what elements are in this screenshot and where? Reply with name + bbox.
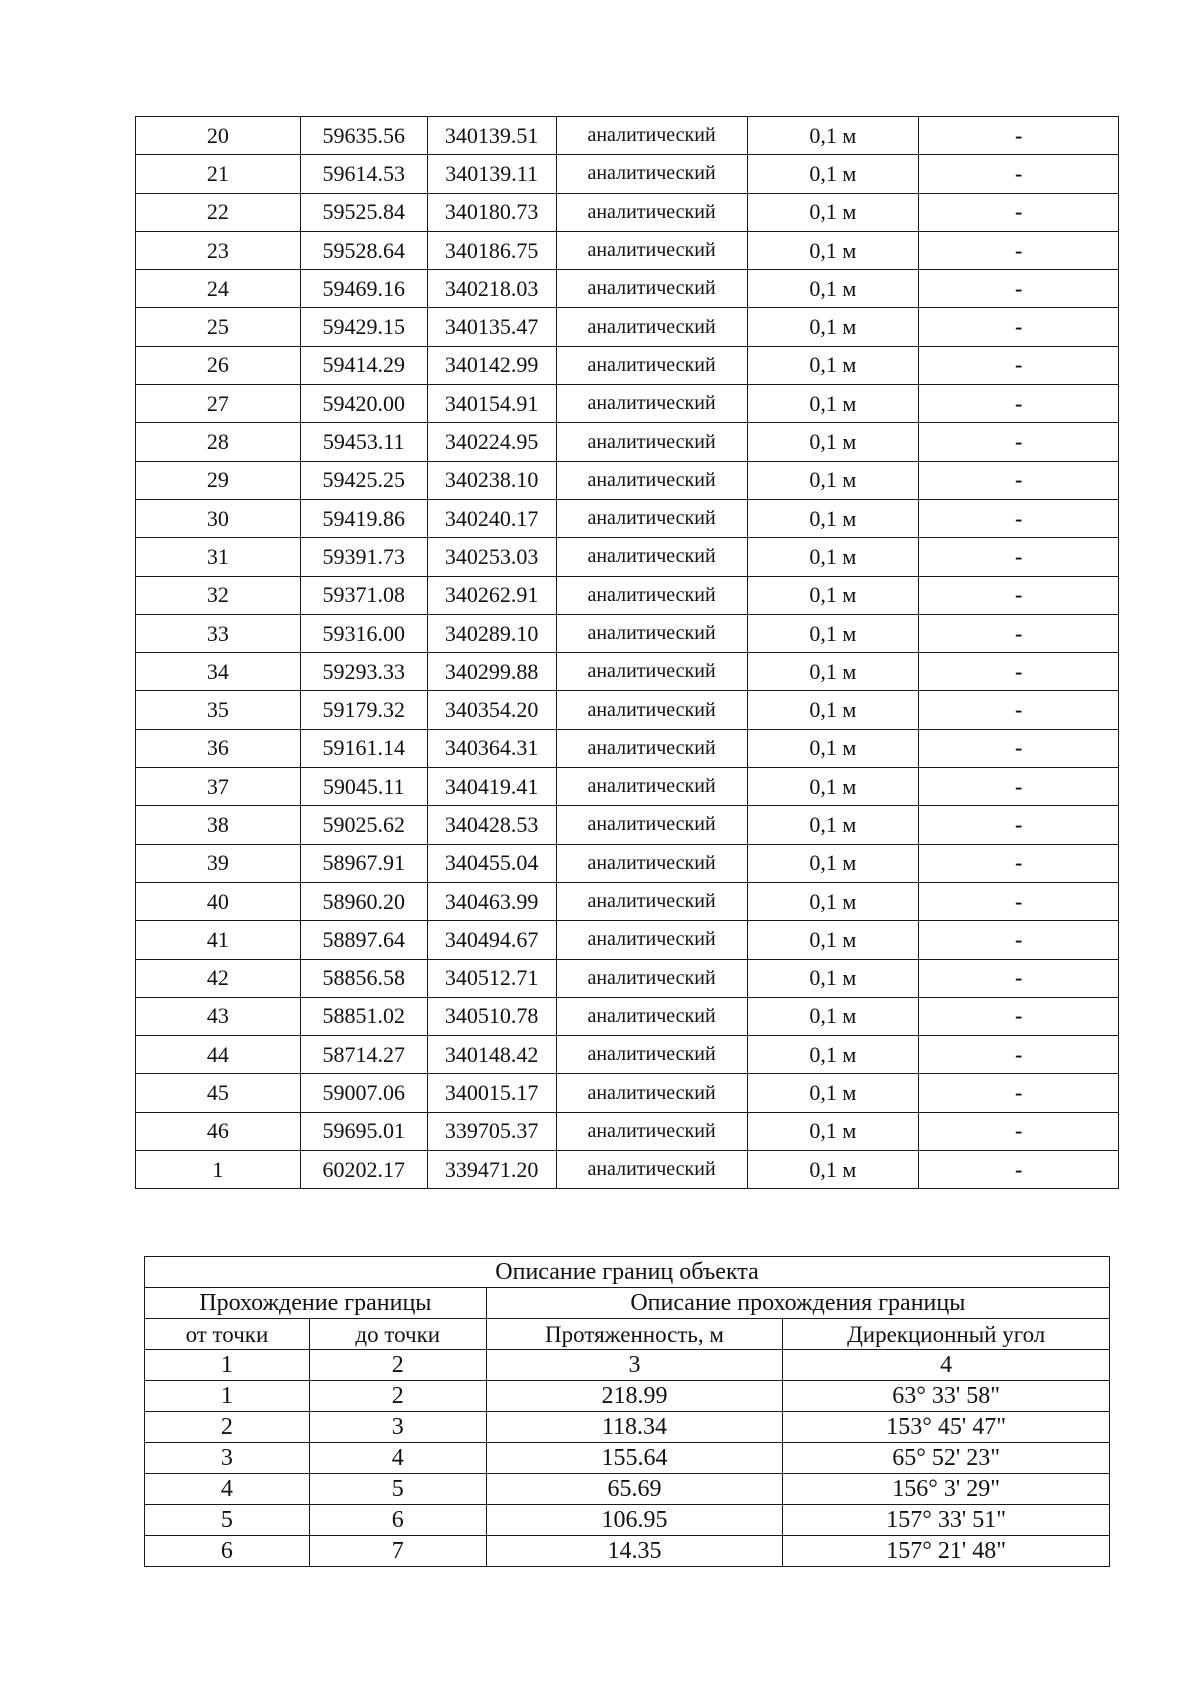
table-row: [136, 346, 1119, 384]
boundary-group-row: [145, 1288, 1110, 1319]
method-cell: аналитический: [556, 499, 747, 537]
from-point-cell: 2: [145, 1412, 310, 1443]
y-coordinate-cell: 340180.73: [427, 193, 556, 231]
accuracy-cell: 0,1 м: [747, 308, 919, 346]
point-number-cell: 27: [136, 385, 301, 423]
method-cell: аналитический: [556, 768, 747, 806]
point-number-cell: 24: [136, 270, 301, 308]
table-row: [145, 1381, 1110, 1412]
note-cell: -: [919, 308, 1119, 346]
point-number-cell: 1: [136, 1151, 301, 1189]
angle-header: Дирекционный угол: [783, 1319, 1110, 1350]
note-cell: -: [919, 614, 1119, 652]
point-number-cell: 36: [136, 729, 301, 767]
table-row: [136, 117, 1119, 155]
accuracy-cell: 0,1 м: [747, 538, 919, 576]
point-number-cell: 32: [136, 576, 301, 614]
method-cell: аналитический: [556, 576, 747, 614]
method-cell: аналитический: [556, 308, 747, 346]
point-number-cell: 31: [136, 538, 301, 576]
x-coordinate-cell: 58856.58: [300, 959, 427, 997]
method-cell: аналитический: [556, 193, 747, 231]
method-cell: аналитический: [556, 997, 747, 1035]
to-point-header: до точки: [309, 1319, 486, 1350]
point-number-cell: 40: [136, 882, 301, 920]
accuracy-cell: 0,1 м: [747, 461, 919, 499]
accuracy-cell: 0,1 м: [747, 155, 919, 193]
x-coordinate-cell: 58714.27: [300, 1036, 427, 1074]
table-row: [136, 308, 1119, 346]
table-row: [136, 768, 1119, 806]
point-number-cell: 42: [136, 959, 301, 997]
x-coordinate-cell: 58851.02: [300, 997, 427, 1035]
column-number: 1: [145, 1350, 310, 1381]
table-row: [136, 193, 1119, 231]
accuracy-cell: 0,1 м: [747, 653, 919, 691]
x-coordinate-cell: 59425.25: [300, 461, 427, 499]
point-number-cell: 25: [136, 308, 301, 346]
x-coordinate-cell: 59161.14: [300, 729, 427, 767]
y-coordinate-cell: 340135.47: [427, 308, 556, 346]
table-row: [136, 882, 1119, 920]
x-coordinate-cell: 59453.11: [300, 423, 427, 461]
method-cell: аналитический: [556, 921, 747, 959]
table-row: [136, 231, 1119, 269]
point-number-cell: 41: [136, 921, 301, 959]
x-coordinate-cell: 59528.64: [300, 231, 427, 269]
accuracy-cell: 0,1 м: [747, 997, 919, 1035]
note-cell: -: [919, 653, 1119, 691]
table-row: [145, 1443, 1110, 1474]
method-cell: аналитический: [556, 423, 747, 461]
method-cell: аналитический: [556, 1112, 747, 1150]
boundary-title-row: [145, 1257, 1110, 1288]
note-cell: -: [919, 576, 1119, 614]
method-cell: аналитический: [556, 882, 747, 920]
x-coordinate-cell: 60202.17: [300, 1151, 427, 1189]
table-row: [136, 270, 1119, 308]
accuracy-cell: 0,1 м: [747, 346, 919, 384]
y-coordinate-cell: 340289.10: [427, 614, 556, 652]
boundary-table-body: [145, 1381, 1110, 1567]
method-cell: аналитический: [556, 231, 747, 269]
table-row: [145, 1505, 1110, 1536]
method-cell: аналитический: [556, 117, 747, 155]
method-cell: аналитический: [556, 1074, 747, 1112]
method-cell: аналитический: [556, 385, 747, 423]
note-cell: -: [919, 385, 1119, 423]
table-row: [136, 1151, 1119, 1189]
table-row: [136, 997, 1119, 1035]
length-cell: 118.34: [486, 1412, 783, 1443]
column-number: 3: [486, 1350, 783, 1381]
y-coordinate-cell: 339705.37: [427, 1112, 556, 1150]
table-row: [136, 921, 1119, 959]
method-cell: аналитический: [556, 270, 747, 308]
table-row: [145, 1412, 1110, 1443]
method-cell: аналитический: [556, 959, 747, 997]
accuracy-cell: 0,1 м: [747, 768, 919, 806]
note-cell: -: [919, 729, 1119, 767]
method-cell: аналитический: [556, 1036, 747, 1074]
accuracy-cell: 0,1 м: [747, 921, 919, 959]
from-point-cell: 6: [145, 1536, 310, 1567]
note-cell: -: [919, 423, 1119, 461]
note-cell: -: [919, 959, 1119, 997]
y-coordinate-cell: 340428.53: [427, 806, 556, 844]
note-cell: -: [919, 844, 1119, 882]
note-cell: -: [919, 538, 1119, 576]
to-point-cell: 7: [309, 1536, 486, 1567]
length-cell: 65.69: [486, 1474, 783, 1505]
table-row: [136, 538, 1119, 576]
accuracy-cell: 0,1 м: [747, 959, 919, 997]
method-cell: аналитический: [556, 1151, 747, 1189]
accuracy-cell: 0,1 м: [747, 499, 919, 537]
passage-group-header: Прохождение границы: [145, 1288, 487, 1319]
y-coordinate-cell: 340455.04: [427, 844, 556, 882]
note-cell: -: [919, 1036, 1119, 1074]
note-cell: -: [919, 346, 1119, 384]
column-number: 4: [783, 1350, 1110, 1381]
y-coordinate-cell: 340218.03: [427, 270, 556, 308]
point-number-cell: 44: [136, 1036, 301, 1074]
table-row: [136, 959, 1119, 997]
point-number-cell: 38: [136, 806, 301, 844]
table-row: [136, 691, 1119, 729]
point-number-cell: 46: [136, 1112, 301, 1150]
method-cell: аналитический: [556, 691, 747, 729]
table-row: [136, 1036, 1119, 1074]
y-coordinate-cell: 340299.88: [427, 653, 556, 691]
to-point-cell: 4: [309, 1443, 486, 1474]
length-cell: 155.64: [486, 1443, 783, 1474]
y-coordinate-cell: 340262.91: [427, 576, 556, 614]
angle-cell: 156° 3' 29": [783, 1474, 1110, 1505]
accuracy-cell: 0,1 м: [747, 614, 919, 652]
column-number: 2: [309, 1350, 486, 1381]
point-number-cell: 29: [136, 461, 301, 499]
to-point-cell: 6: [309, 1505, 486, 1536]
y-coordinate-cell: 340224.95: [427, 423, 556, 461]
table-row: [136, 806, 1119, 844]
table-row: [136, 461, 1119, 499]
note-cell: -: [919, 117, 1119, 155]
coordinates-table: [135, 116, 1119, 1189]
accuracy-cell: 0,1 м: [747, 270, 919, 308]
point-number-cell: 20: [136, 117, 301, 155]
table-row: [136, 385, 1119, 423]
note-cell: -: [919, 270, 1119, 308]
y-coordinate-cell: 340510.78: [427, 997, 556, 1035]
note-cell: -: [919, 997, 1119, 1035]
table-row: [136, 1074, 1119, 1112]
x-coordinate-cell: 59007.06: [300, 1074, 427, 1112]
accuracy-cell: 0,1 м: [747, 1151, 919, 1189]
angle-cell: 65° 52' 23": [783, 1443, 1110, 1474]
note-cell: -: [919, 499, 1119, 537]
y-coordinate-cell: 340148.42: [427, 1036, 556, 1074]
note-cell: -: [919, 768, 1119, 806]
x-coordinate-cell: 59695.01: [300, 1112, 427, 1150]
accuracy-cell: 0,1 м: [747, 1036, 919, 1074]
from-point-cell: 4: [145, 1474, 310, 1505]
accuracy-cell: 0,1 м: [747, 691, 919, 729]
point-number-cell: 21: [136, 155, 301, 193]
to-point-cell: 3: [309, 1412, 486, 1443]
angle-cell: 153° 45' 47": [783, 1412, 1110, 1443]
x-coordinate-cell: 59025.62: [300, 806, 427, 844]
to-point-cell: 5: [309, 1474, 486, 1505]
y-coordinate-cell: 340142.99: [427, 346, 556, 384]
method-cell: аналитический: [556, 461, 747, 499]
y-coordinate-cell: 340419.41: [427, 768, 556, 806]
x-coordinate-cell: 59371.08: [300, 576, 427, 614]
y-coordinate-cell: 340240.17: [427, 499, 556, 537]
table-row: [145, 1536, 1110, 1567]
x-coordinate-cell: 59614.53: [300, 155, 427, 193]
length-cell: 106.95: [486, 1505, 783, 1536]
point-number-cell: 23: [136, 231, 301, 269]
from-point-cell: 1: [145, 1381, 310, 1412]
note-cell: -: [919, 1151, 1119, 1189]
note-cell: -: [919, 193, 1119, 231]
note-cell: -: [919, 461, 1119, 499]
length-header: Протяженность, м: [486, 1319, 783, 1350]
x-coordinate-cell: 58897.64: [300, 921, 427, 959]
note-cell: -: [919, 1112, 1119, 1150]
table-row: [136, 1112, 1119, 1150]
angle-cell: 63° 33' 58": [783, 1381, 1110, 1412]
table-row: [145, 1474, 1110, 1505]
y-coordinate-cell: 340364.31: [427, 729, 556, 767]
boundary-column-header-row: [145, 1319, 1110, 1350]
point-number-cell: 37: [136, 768, 301, 806]
accuracy-cell: 0,1 м: [747, 231, 919, 269]
method-cell: аналитический: [556, 346, 747, 384]
note-cell: -: [919, 1074, 1119, 1112]
x-coordinate-cell: 59414.29: [300, 346, 427, 384]
method-cell: аналитический: [556, 155, 747, 193]
table-row: [136, 844, 1119, 882]
x-coordinate-cell: 59429.15: [300, 308, 427, 346]
accuracy-cell: 0,1 м: [747, 423, 919, 461]
x-coordinate-cell: 59391.73: [300, 538, 427, 576]
y-coordinate-cell: 340354.20: [427, 691, 556, 729]
y-coordinate-cell: 340186.75: [427, 231, 556, 269]
point-number-cell: 43: [136, 997, 301, 1035]
point-number-cell: 22: [136, 193, 301, 231]
x-coordinate-cell: 58967.91: [300, 844, 427, 882]
accuracy-cell: 0,1 м: [747, 1074, 919, 1112]
table-row: [136, 729, 1119, 767]
x-coordinate-cell: 59420.00: [300, 385, 427, 423]
table-row: [136, 499, 1119, 537]
method-cell: аналитический: [556, 538, 747, 576]
accuracy-cell: 0,1 м: [747, 729, 919, 767]
method-cell: аналитический: [556, 844, 747, 882]
note-cell: -: [919, 921, 1119, 959]
table-row: [136, 423, 1119, 461]
y-coordinate-cell: 340154.91: [427, 385, 556, 423]
coordinates-table-body: [136, 117, 1119, 1189]
x-coordinate-cell: 59419.86: [300, 499, 427, 537]
angle-cell: 157° 21' 48": [783, 1536, 1110, 1567]
y-coordinate-cell: 340015.17: [427, 1074, 556, 1112]
method-cell: аналитический: [556, 614, 747, 652]
method-cell: аналитический: [556, 729, 747, 767]
to-point-cell: 2: [309, 1381, 486, 1412]
method-cell: аналитический: [556, 653, 747, 691]
y-coordinate-cell: 340238.10: [427, 461, 556, 499]
point-number-cell: 34: [136, 653, 301, 691]
x-coordinate-cell: 59293.33: [300, 653, 427, 691]
note-cell: -: [919, 806, 1119, 844]
point-number-cell: 39: [136, 844, 301, 882]
from-point-cell: 5: [145, 1505, 310, 1536]
point-number-cell: 28: [136, 423, 301, 461]
note-cell: -: [919, 231, 1119, 269]
y-coordinate-cell: 340139.51: [427, 117, 556, 155]
point-number-cell: 33: [136, 614, 301, 652]
x-coordinate-cell: 59045.11: [300, 768, 427, 806]
accuracy-cell: 0,1 м: [747, 576, 919, 614]
accuracy-cell: 0,1 м: [747, 882, 919, 920]
y-coordinate-cell: 339471.20: [427, 1151, 556, 1189]
note-cell: -: [919, 882, 1119, 920]
accuracy-cell: 0,1 м: [747, 117, 919, 155]
from-point-header: от точки: [145, 1319, 310, 1350]
x-coordinate-cell: 59635.56: [300, 117, 427, 155]
point-number-cell: 45: [136, 1074, 301, 1112]
note-cell: -: [919, 155, 1119, 193]
table-row: [136, 614, 1119, 652]
length-cell: 218.99: [486, 1381, 783, 1412]
x-coordinate-cell: 59179.32: [300, 691, 427, 729]
length-cell: 14.35: [486, 1536, 783, 1567]
accuracy-cell: 0,1 м: [747, 193, 919, 231]
x-coordinate-cell: 58960.20: [300, 882, 427, 920]
point-number-cell: 35: [136, 691, 301, 729]
table-row: [136, 653, 1119, 691]
boundary-description-table: [144, 1256, 1110, 1567]
accuracy-cell: 0,1 м: [747, 806, 919, 844]
accuracy-cell: 0,1 м: [747, 1112, 919, 1150]
table-row: [136, 576, 1119, 614]
accuracy-cell: 0,1 м: [747, 385, 919, 423]
accuracy-cell: 0,1 м: [747, 844, 919, 882]
from-point-cell: 3: [145, 1443, 310, 1474]
point-number-cell: 30: [136, 499, 301, 537]
y-coordinate-cell: 340512.71: [427, 959, 556, 997]
x-coordinate-cell: 59525.84: [300, 193, 427, 231]
point-number-cell: 26: [136, 346, 301, 384]
y-coordinate-cell: 340463.99: [427, 882, 556, 920]
description-group-header: Описание прохождения границы: [486, 1288, 1109, 1319]
boundary-table-title: Описание границ объекта: [145, 1257, 1110, 1288]
y-coordinate-cell: 340253.03: [427, 538, 556, 576]
table-row: [136, 155, 1119, 193]
y-coordinate-cell: 340139.11: [427, 155, 556, 193]
note-cell: -: [919, 691, 1119, 729]
x-coordinate-cell: 59469.16: [300, 270, 427, 308]
y-coordinate-cell: 340494.67: [427, 921, 556, 959]
angle-cell: 157° 33' 51": [783, 1505, 1110, 1536]
method-cell: аналитический: [556, 806, 747, 844]
column-number-row: [145, 1350, 1110, 1381]
x-coordinate-cell: 59316.00: [300, 614, 427, 652]
